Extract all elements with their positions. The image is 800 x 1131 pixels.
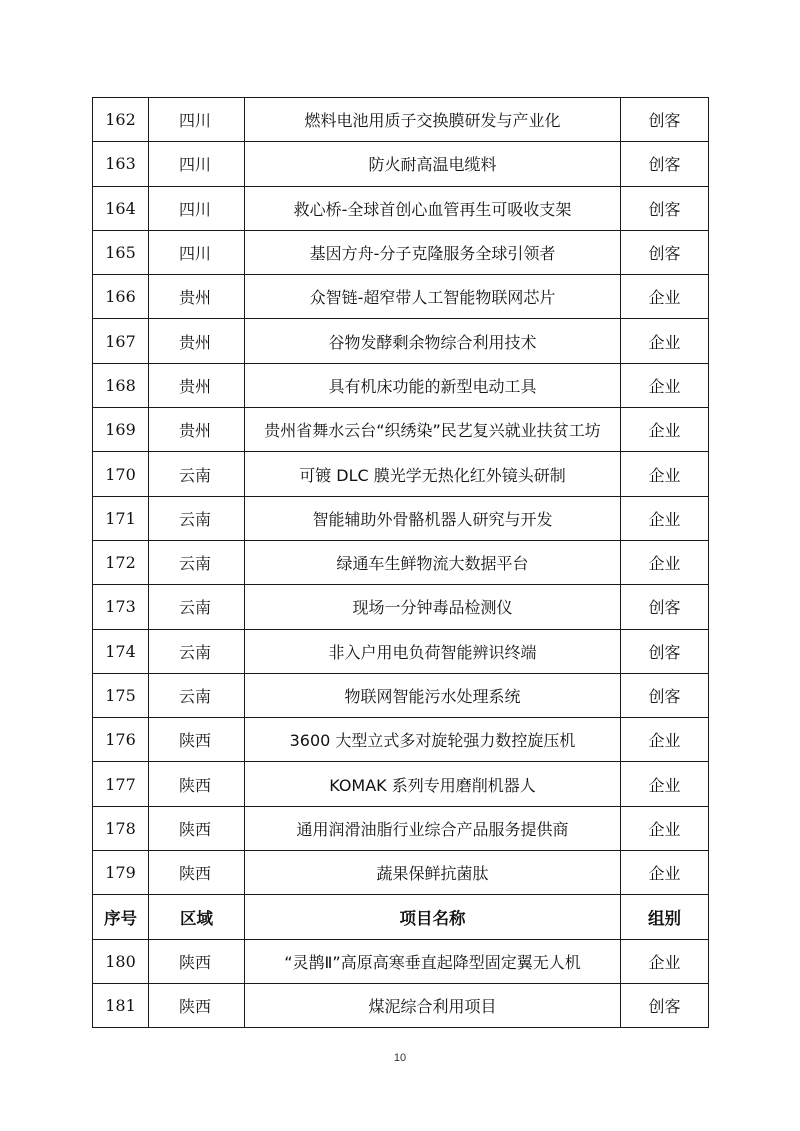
table-row — [93, 806, 709, 850]
cell-project-name: 贵州省舞水云台“织绣染”民艺复兴就业扶贫工坊 — [245, 408, 621, 452]
table-row — [93, 452, 709, 496]
cell-region: 四川 — [149, 98, 245, 142]
cell-region: 陕西 — [149, 939, 245, 983]
cell-number: 170 — [93, 452, 149, 496]
cell-region: 贵州 — [149, 408, 245, 452]
table-body — [93, 98, 709, 1028]
page-number: 10 — [393, 1052, 407, 1064]
cell-region: 云南 — [149, 496, 245, 540]
cell-project-name: 众智链-超窄带人工智能物联网芯片 — [245, 275, 621, 319]
cell-group: 企业 — [621, 806, 709, 850]
table-row — [93, 408, 709, 452]
cell-group: 企业 — [621, 939, 709, 983]
table-row — [93, 718, 709, 762]
cell-number: 163 — [93, 142, 149, 186]
cell-number: 175 — [93, 673, 149, 717]
table-row — [93, 230, 709, 274]
cell-group: 企业 — [621, 275, 709, 319]
cell-project-name: 非入户用电负荷智能辨识终端 — [245, 629, 621, 673]
cell-group: 创客 — [621, 186, 709, 230]
cell-group: 企业 — [621, 762, 709, 806]
cell-number: 180 — [93, 939, 149, 983]
table-row — [93, 851, 709, 895]
cell-region: 陕西 — [149, 762, 245, 806]
cell-number: 172 — [93, 540, 149, 584]
table-header-row — [93, 895, 709, 939]
table-row — [93, 585, 709, 629]
table-row — [93, 673, 709, 717]
cell-project-name: 智能辅助外骨骼机器人研究与开发 — [245, 496, 621, 540]
cell-number: 174 — [93, 629, 149, 673]
table-row — [93, 496, 709, 540]
cell-group: 创客 — [621, 585, 709, 629]
header-cell-region: 区域 — [149, 895, 245, 939]
table-row — [93, 629, 709, 673]
table-row — [93, 363, 709, 407]
cell-group: 企业 — [621, 363, 709, 407]
cell-group: 企业 — [621, 496, 709, 540]
table-row — [93, 939, 709, 983]
cell-group: 企业 — [621, 319, 709, 363]
cell-region: 陕西 — [149, 851, 245, 895]
table-row — [93, 983, 709, 1027]
cell-project-name: 绿通车生鲜物流大数据平台 — [245, 540, 621, 584]
cell-number: 178 — [93, 806, 149, 850]
cell-number: 167 — [93, 319, 149, 363]
header-cell-number: 序号 — [93, 895, 149, 939]
cell-project-name: 谷物发酵剩余物综合利用技术 — [245, 319, 621, 363]
cell-number: 165 — [93, 230, 149, 274]
table-row — [93, 275, 709, 319]
table-row — [93, 98, 709, 142]
cell-region: 云南 — [149, 540, 245, 584]
cell-number: 179 — [93, 851, 149, 895]
cell-region: 陕西 — [149, 718, 245, 762]
cell-group: 企业 — [621, 851, 709, 895]
cell-project-name: 蔬果保鲜抗菌肽 — [245, 851, 621, 895]
cell-group: 创客 — [621, 142, 709, 186]
cell-project-name: 燃料电池用质子交换膜研发与产业化 — [245, 98, 621, 142]
cell-group: 创客 — [621, 98, 709, 142]
cell-group: 创客 — [621, 629, 709, 673]
cell-group: 企业 — [621, 408, 709, 452]
table-row — [93, 142, 709, 186]
cell-project-name: KOMAK 系列专用磨削机器人 — [245, 762, 621, 806]
cell-number: 166 — [93, 275, 149, 319]
table-row — [93, 186, 709, 230]
cell-project-name: 救心桥-全球首创心血管再生可吸收支架 — [245, 186, 621, 230]
cell-region: 陕西 — [149, 983, 245, 1027]
cell-region: 贵州 — [149, 319, 245, 363]
cell-number: 173 — [93, 585, 149, 629]
cell-project-name: 现场一分钟毒品检测仪 — [245, 585, 621, 629]
table-row — [93, 540, 709, 584]
cell-region: 云南 — [149, 629, 245, 673]
cell-number: 169 — [93, 408, 149, 452]
cell-number: 162 — [93, 98, 149, 142]
cell-project-name: “灵鹊Ⅱ”高原高寒垂直起降型固定翼无人机 — [245, 939, 621, 983]
cell-number: 177 — [93, 762, 149, 806]
cell-region: 贵州 — [149, 275, 245, 319]
cell-region: 云南 — [149, 673, 245, 717]
cell-group: 企业 — [621, 718, 709, 762]
cell-project-name: 基因方舟-分子克隆服务全球引领者 — [245, 230, 621, 274]
cell-project-name: 煤泥综合利用项目 — [245, 983, 621, 1027]
cell-region: 四川 — [149, 142, 245, 186]
header-cell-group: 组别 — [621, 895, 709, 939]
cell-project-name: 防火耐高温电缆料 — [245, 142, 621, 186]
header-cell-project-name: 项目名称 — [245, 895, 621, 939]
cell-group: 企业 — [621, 452, 709, 496]
cell-project-name: 物联网智能污水处理系统 — [245, 673, 621, 717]
cell-region: 四川 — [149, 230, 245, 274]
cell-number: 181 — [93, 983, 149, 1027]
project-list-table — [92, 97, 709, 1028]
cell-number: 171 — [93, 496, 149, 540]
cell-project-name: 通用润滑油脂行业综合产品服务提供商 — [245, 806, 621, 850]
cell-project-name: 具有机床功能的新型电动工具 — [245, 363, 621, 407]
cell-region: 四川 — [149, 186, 245, 230]
cell-number: 176 — [93, 718, 149, 762]
cell-region: 云南 — [149, 585, 245, 629]
cell-number: 164 — [93, 186, 149, 230]
cell-project-name: 3600 大型立式多对旋轮强力数控旋压机 — [245, 718, 621, 762]
cell-project-name: 可镀 DLC 膜光学无热化红外镜头研制 — [245, 452, 621, 496]
cell-group: 创客 — [621, 983, 709, 1027]
cell-number: 168 — [93, 363, 149, 407]
cell-region: 陕西 — [149, 806, 245, 850]
cell-group: 企业 — [621, 540, 709, 584]
cell-region: 云南 — [149, 452, 245, 496]
table-row — [93, 762, 709, 806]
cell-region: 贵州 — [149, 363, 245, 407]
cell-group: 创客 — [621, 673, 709, 717]
cell-group: 创客 — [621, 230, 709, 274]
table-row — [93, 319, 709, 363]
